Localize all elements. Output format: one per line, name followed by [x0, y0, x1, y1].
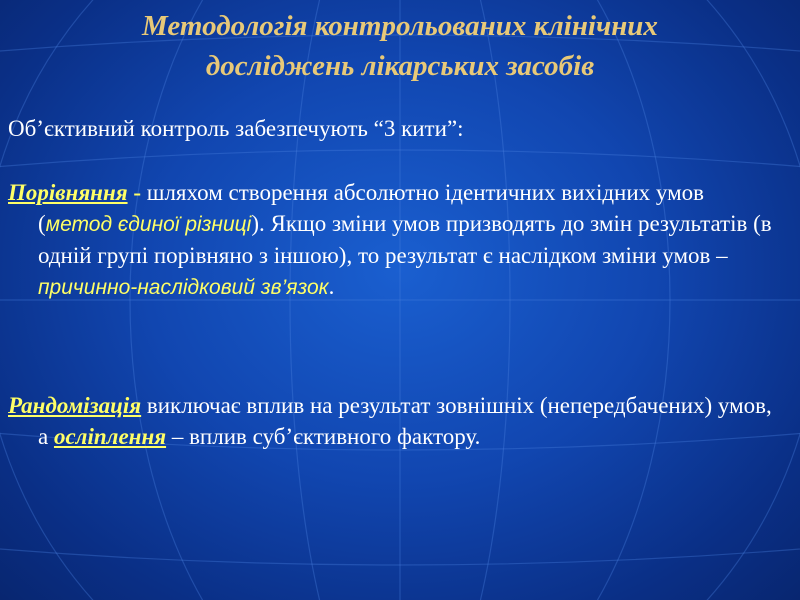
comparison-paragraph — [8, 177, 783, 303]
comparison-end: . — [328, 274, 335, 299]
causal-relation: причинно-наслідковий зв’язок — [38, 276, 329, 299]
randomization-text-1: виключає вплив на результат зовнішніх (непередбачених) умов, а — [38, 393, 772, 449]
intro-text: Об’єктивний контроль забезпечують “3 кити”: — [8, 116, 464, 141]
slide-title — [40, 6, 760, 86]
title-line-2: досліджень лікарських засобів — [205, 50, 595, 82]
comparison-dash: - — [127, 180, 147, 205]
title-line-1: Методологія контрольованих клінічних — [142, 10, 658, 42]
randomization-paragraph — [8, 390, 783, 452]
comparison-text-1: шляхом створення абсолютно ідентичних вихідних умов ( — [38, 180, 705, 236]
comparison-term: Порівняння — [8, 180, 128, 205]
randomization-text-2: – вплив суб’єктивного фактору. — [166, 424, 481, 449]
blinding-term: осліплення — [53, 424, 167, 449]
randomization-term: Рандомізація — [8, 393, 142, 418]
comparison-text-2: ). Якщо зміни умов призводять до змін результатів (в одній групі порівняно з іншою), то результат є наслідком зміни умов – — [38, 211, 772, 268]
single-difference-method: метод єдиної різниці — [45, 213, 252, 236]
